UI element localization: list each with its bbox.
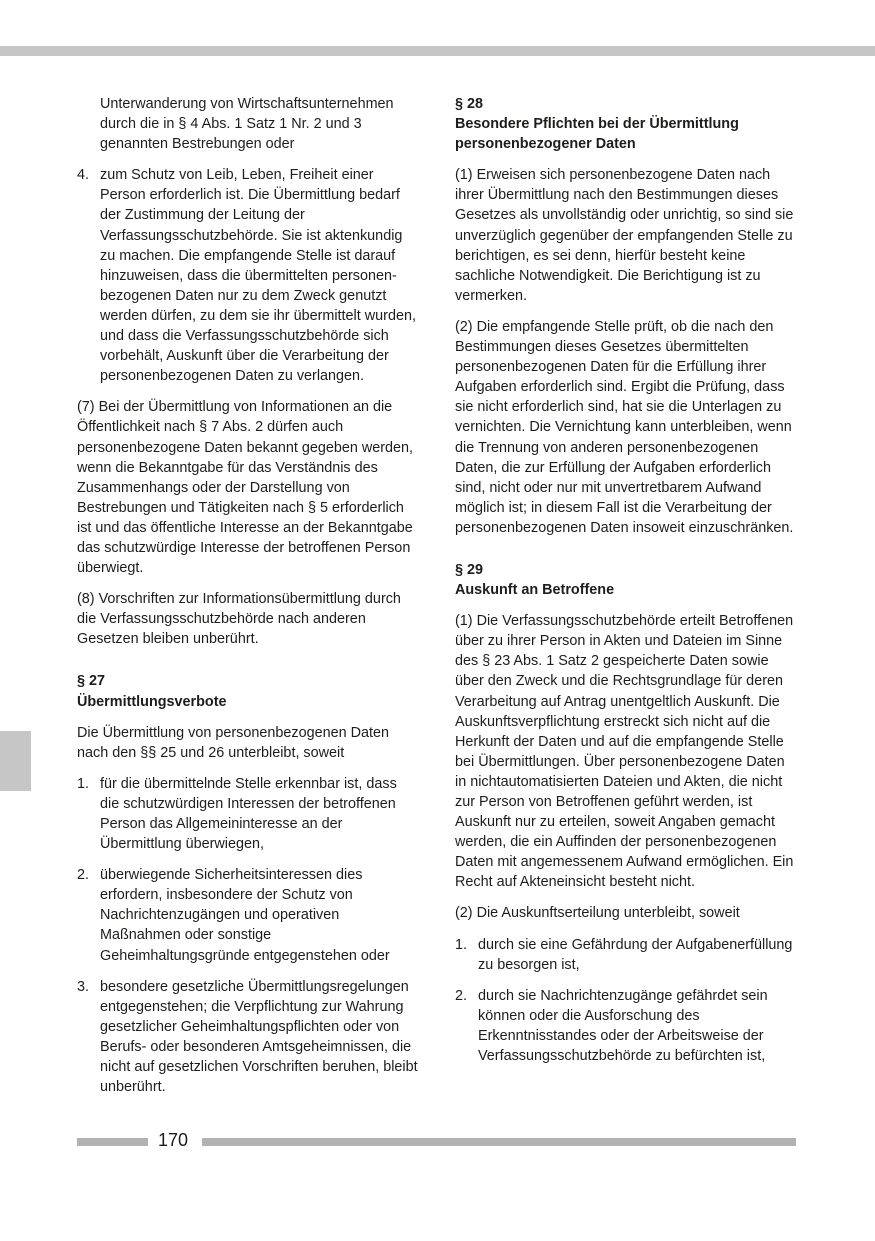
right-column xyxy=(455,94,798,1077)
list-item xyxy=(455,935,798,975)
list-item xyxy=(77,977,419,1098)
list-item-number: 2. xyxy=(455,987,468,1004)
section-29-paragraph-2: (2) Die Auskunftserteilung unterbleibt, soweit xyxy=(455,905,740,922)
list-item-text: durch sie Nachrichtenzugänge gefährdet sein können oder die Ausforschung des Erkenntnisstandes oder der Arbeitsweise der Verfassungsschutzbehörde zu befürchten ist, xyxy=(478,987,768,1065)
list-item-text: besondere gesetzliche Übermittlungsregelungen entgegenstehen; die Verpflichtung zur Wahrung gesetzlicher Geheimhaltungspflichten oder von Berufs- oder besonderen Amtsgeheimnissen, die nicht auf gesetzlichen Vorschriften beruhen, bleibt unberührt. xyxy=(100,978,418,1096)
list-item-number: 4. xyxy=(77,167,90,184)
continued-item-text: Unterwanderung von Wirtschaftsunternehmen durch die in § 4 Abs. 1 Satz 1 Nr. 2 und 3 genannten Bestrebungen oder xyxy=(100,96,394,153)
list-item xyxy=(455,986,798,1066)
section-title: Übermittlungsverbote xyxy=(77,693,227,710)
paragraph-8: (8) Vorschriften zur Informationsübermittlung durch die Verfassungsschutzbehörde nach anderen Gesetzen bleiben unberührt. xyxy=(77,591,401,648)
list-item-text: überwiegende Sicherheitsinteressen dies erfordern, insbesondere der Schutz von Nachrichtenzugängen und operativen Maßnahmen oder sonstige Geheimhaltungsgründe entgegenstehen oder xyxy=(100,867,390,964)
section-heading-27 xyxy=(77,671,419,711)
section-heading-28 xyxy=(455,94,798,154)
top-rule xyxy=(0,46,875,56)
paragraph-7: (7) Bei der Übermittlung von Informationen an die Öffentlichkeit nach § 7 Abs. 2 dürfen auch personenbezogene Daten bekannt gegeben werden, wenn die Bekanntgabe für das Verständnis des Zusammenhangs oder der Darstellung von Bestrebungen und Tätigkeiten nach § 5 erforderlich ist und das öffentliche Interesse an der Bekanntgabe das schutzwürdige Interesse der betroffenen Person überwiegt. xyxy=(77,399,414,577)
section-title-line: personenbezogener Daten xyxy=(455,136,636,153)
section-number: § 29 xyxy=(455,561,484,578)
list-item-number: 1. xyxy=(77,775,90,792)
list-item-text: für die übermittelnde Stelle erkennbar ist, dass die schutzwürdigen Interessen der betroffenen Person das Allgemeininteresse an der Übermittlung überwiegen, xyxy=(100,775,397,853)
list-item xyxy=(77,774,419,854)
section-28-paragraph-2: (2) Die empfangende Stelle prüft, ob die nach den Bestimmungen dieses Gesetzes übermittelten personenbezogenen Daten für die Erfüllung ihrer Aufgaben erforderlich sind. Ergibt die Prüfung, dass sie nicht erforderlich sind, hat sie die Unterlagen zu vernichten. Die Vernichtung kann unterbleiben, wenn die Trennung von anderen personenbezogenen Daten, die zur Erfüllung der Aufgaben erforderlich sind, nicht oder nur mit unvertretbarem Aufwand möglich ist; in diesem Fall ist die Verarbeitung der personenbezogenen Daten insoweit einzuschränken. xyxy=(455,318,794,536)
section-number: § 27 xyxy=(77,673,106,690)
section-number: § 28 xyxy=(455,96,484,112)
list-item xyxy=(77,165,419,386)
page-number: 170 xyxy=(157,1130,189,1150)
list-item-number: 2. xyxy=(77,867,90,884)
left-column xyxy=(77,94,419,1108)
list-item-number: 1. xyxy=(455,936,468,953)
chapter-thumb-tab xyxy=(0,731,31,791)
section-heading-29 xyxy=(455,560,798,600)
list-item-number: 3. xyxy=(77,978,90,995)
section-title: Auskunft an Betroffene xyxy=(455,582,615,599)
footer-rule-left xyxy=(77,1138,148,1146)
section-intro: Die Übermittlung von personenbezogenen Daten nach den §§ 25 und 26 unterbleibt, soweit xyxy=(77,724,389,761)
list-item-text: zum Schutz von Leib, Leben, Freiheit einer Person erforderlich ist. Die Übermittlung bedarf der Zustimmung der Leitung der Verfassungsschutzbehörde. Sie ist aktenkundig zu machen. Die empfangende Stelle ist darauf hinzuweisen, dass die übermittelten personenbezogenen Daten nur zu dem Zweck genutzt werden dürfen, zu dem sie ihr übermittelt wurden, und dass die Verfassungsschutzbehörde sich vorbehält, Auskunft über die Verarbeitung der personenbezogenen Daten zu verlangen. xyxy=(100,167,416,385)
list-item xyxy=(77,865,419,965)
section-29-paragraph-1: (1) Die Verfassungsschutzbehörde erteilt Betroffenen über zu ihrer Person in Akten und Dateien im Sinne des § 23 Abs. 1 Satz 2 gespeicherte Daten sowie über den Zweck und die Rechtsgrundlage für deren Verarbeitung auf Antrag unentgeltlich Auskunft. Die Auskunftsverpflichtung erstreckt sich nicht auf die Herkunft der Daten und auf die empfangende Stelle bei Übermittlungen. Über personenbezogene Daten in nichtautomatisierten Dateien und Akten, die nicht zur Person von Betroffenen geführt werden, ist Auskunft nur zu erteilen, soweit Angaben gemacht werden, die ein Auffinden der personenbezogenen Daten mit angemessenem Aufwand ermöglichen. Ein Recht auf Akteneinsicht besteht nicht. xyxy=(455,613,794,891)
list-item-text: durch sie eine Gefährdung der Aufgabenerfüllung zu besorgen ist, xyxy=(478,936,793,973)
section-28-paragraph-1: (1) Erweisen sich personenbezogene Daten nach ihrer Übermittlung nach den Bestimmungen dieses Gesetzes als unvollständig oder unrichtig, so sind sie unverzüglich gegenüber der empfangenden Stelle zu berichtigen, es sei denn, hierfür besteht keine sachliche Notwendigkeit. Die Berichtigung ist zu vermerken. xyxy=(455,167,794,304)
section-title-line: Besondere Pflichten bei der Übermittlung xyxy=(455,116,739,133)
footer-rule-right xyxy=(202,1138,796,1146)
